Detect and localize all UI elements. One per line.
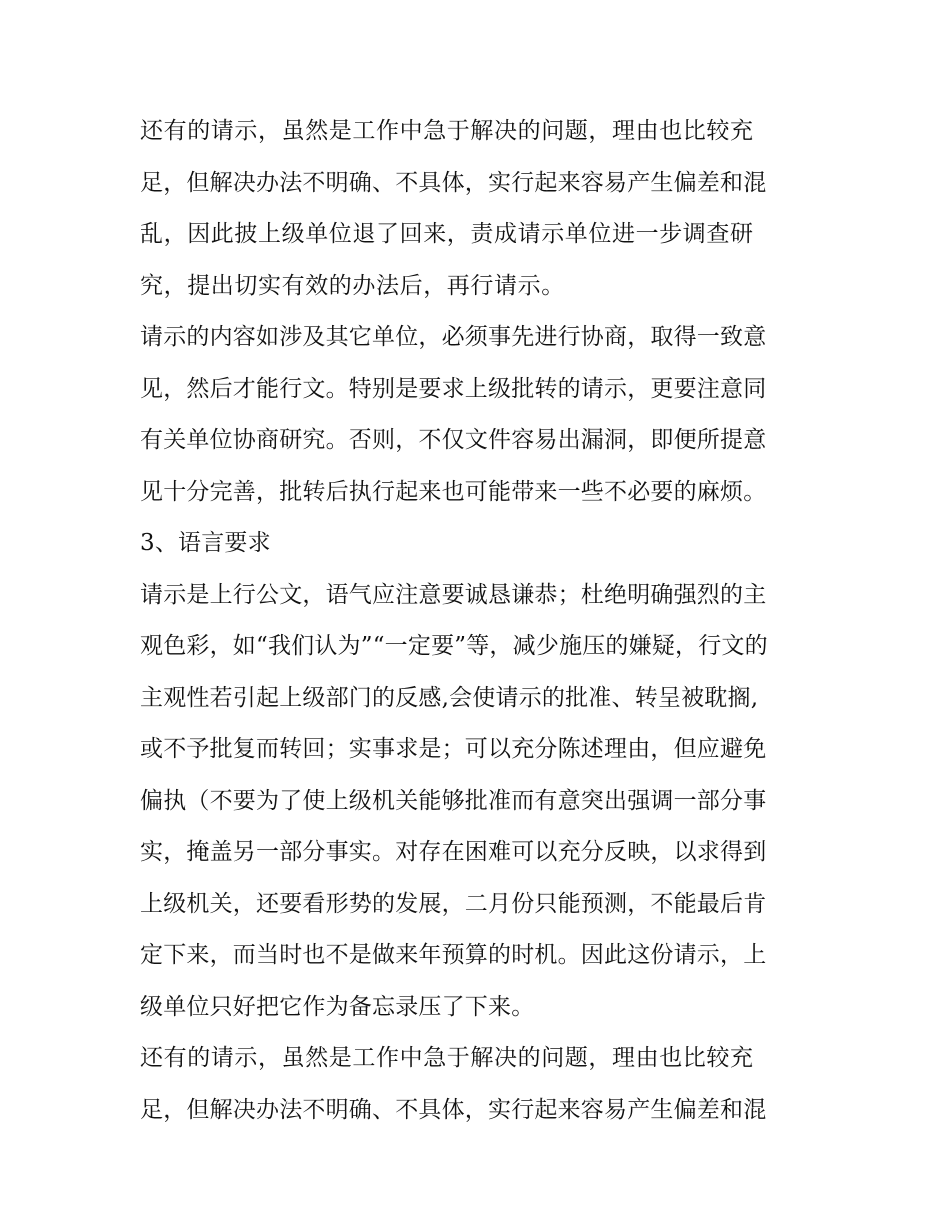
text-line: 见，然后才能行文。特别是要求上级批转的请示，更要注意同 [140,375,767,402]
text-line: 究，提出切实有效的办法后，再行请示。 [140,272,565,299]
text-line: 实，掩盖另一部分事实。对存在困难可以充分反映，以求得到 [140,839,767,865]
document-body [140,106,812,1136]
text-line: 还有的请示，虽然是工作中急于解决的问题，理由也比较充 [140,1045,754,1071]
text-line: 请示是上行公文，语气应注意要诚恳谦恭；杜绝明确强烈的主 [140,581,767,608]
text-line: 足，但解决办法不明确、不具体，实行起来容易产生偏差和混 [140,1096,767,1123]
text-line: 有关单位协商研究。否则，不仅文件容易出漏洞，即便所提意 [140,427,767,453]
text-line: 见十分完善，批转后执行起来也可能带来一些不必要的麻烦。 [140,478,767,505]
text-line: 偏执（不要为了使上级机关能够批准而有意突出强调一部分事 [140,787,767,814]
text-line: 或不予批复而转回；实事求是；可以充分陈述理由，但应避免 [140,736,767,762]
text-line: 上级机关，还要看形势的发展，二月份只能预测，不能最后肯 [140,890,767,917]
text-line: 观色彩，如“我们认为”“一定要”等，减少施压的嫌疑，行文的 [140,633,768,659]
text-line: 乱，因此披上级单位退了回来，责成请示单位进一步调查研 [140,221,754,247]
text-line: 定下来，而当时也不是做来年预算的时机。因此这份请示，上 [140,942,767,968]
section-heading: 3、语言要求 [140,530,271,556]
text-line: 主观性若引起上级部门的反感,会使请示的批准、转呈被耽搁, [140,684,759,711]
text-line: 级单位只好把它作为备忘录压了下来。 [140,993,535,1020]
text-line: 请示的内容如涉及其它单位，必须事先进行协商，取得一致意 [140,324,767,350]
text-line: 足，但解决办法不明确、不具体，实行起来容易产生偏差和混 [140,169,767,196]
text-line: 还有的请示，虽然是工作中急于解决的问题，理由也比较充 [140,118,754,144]
